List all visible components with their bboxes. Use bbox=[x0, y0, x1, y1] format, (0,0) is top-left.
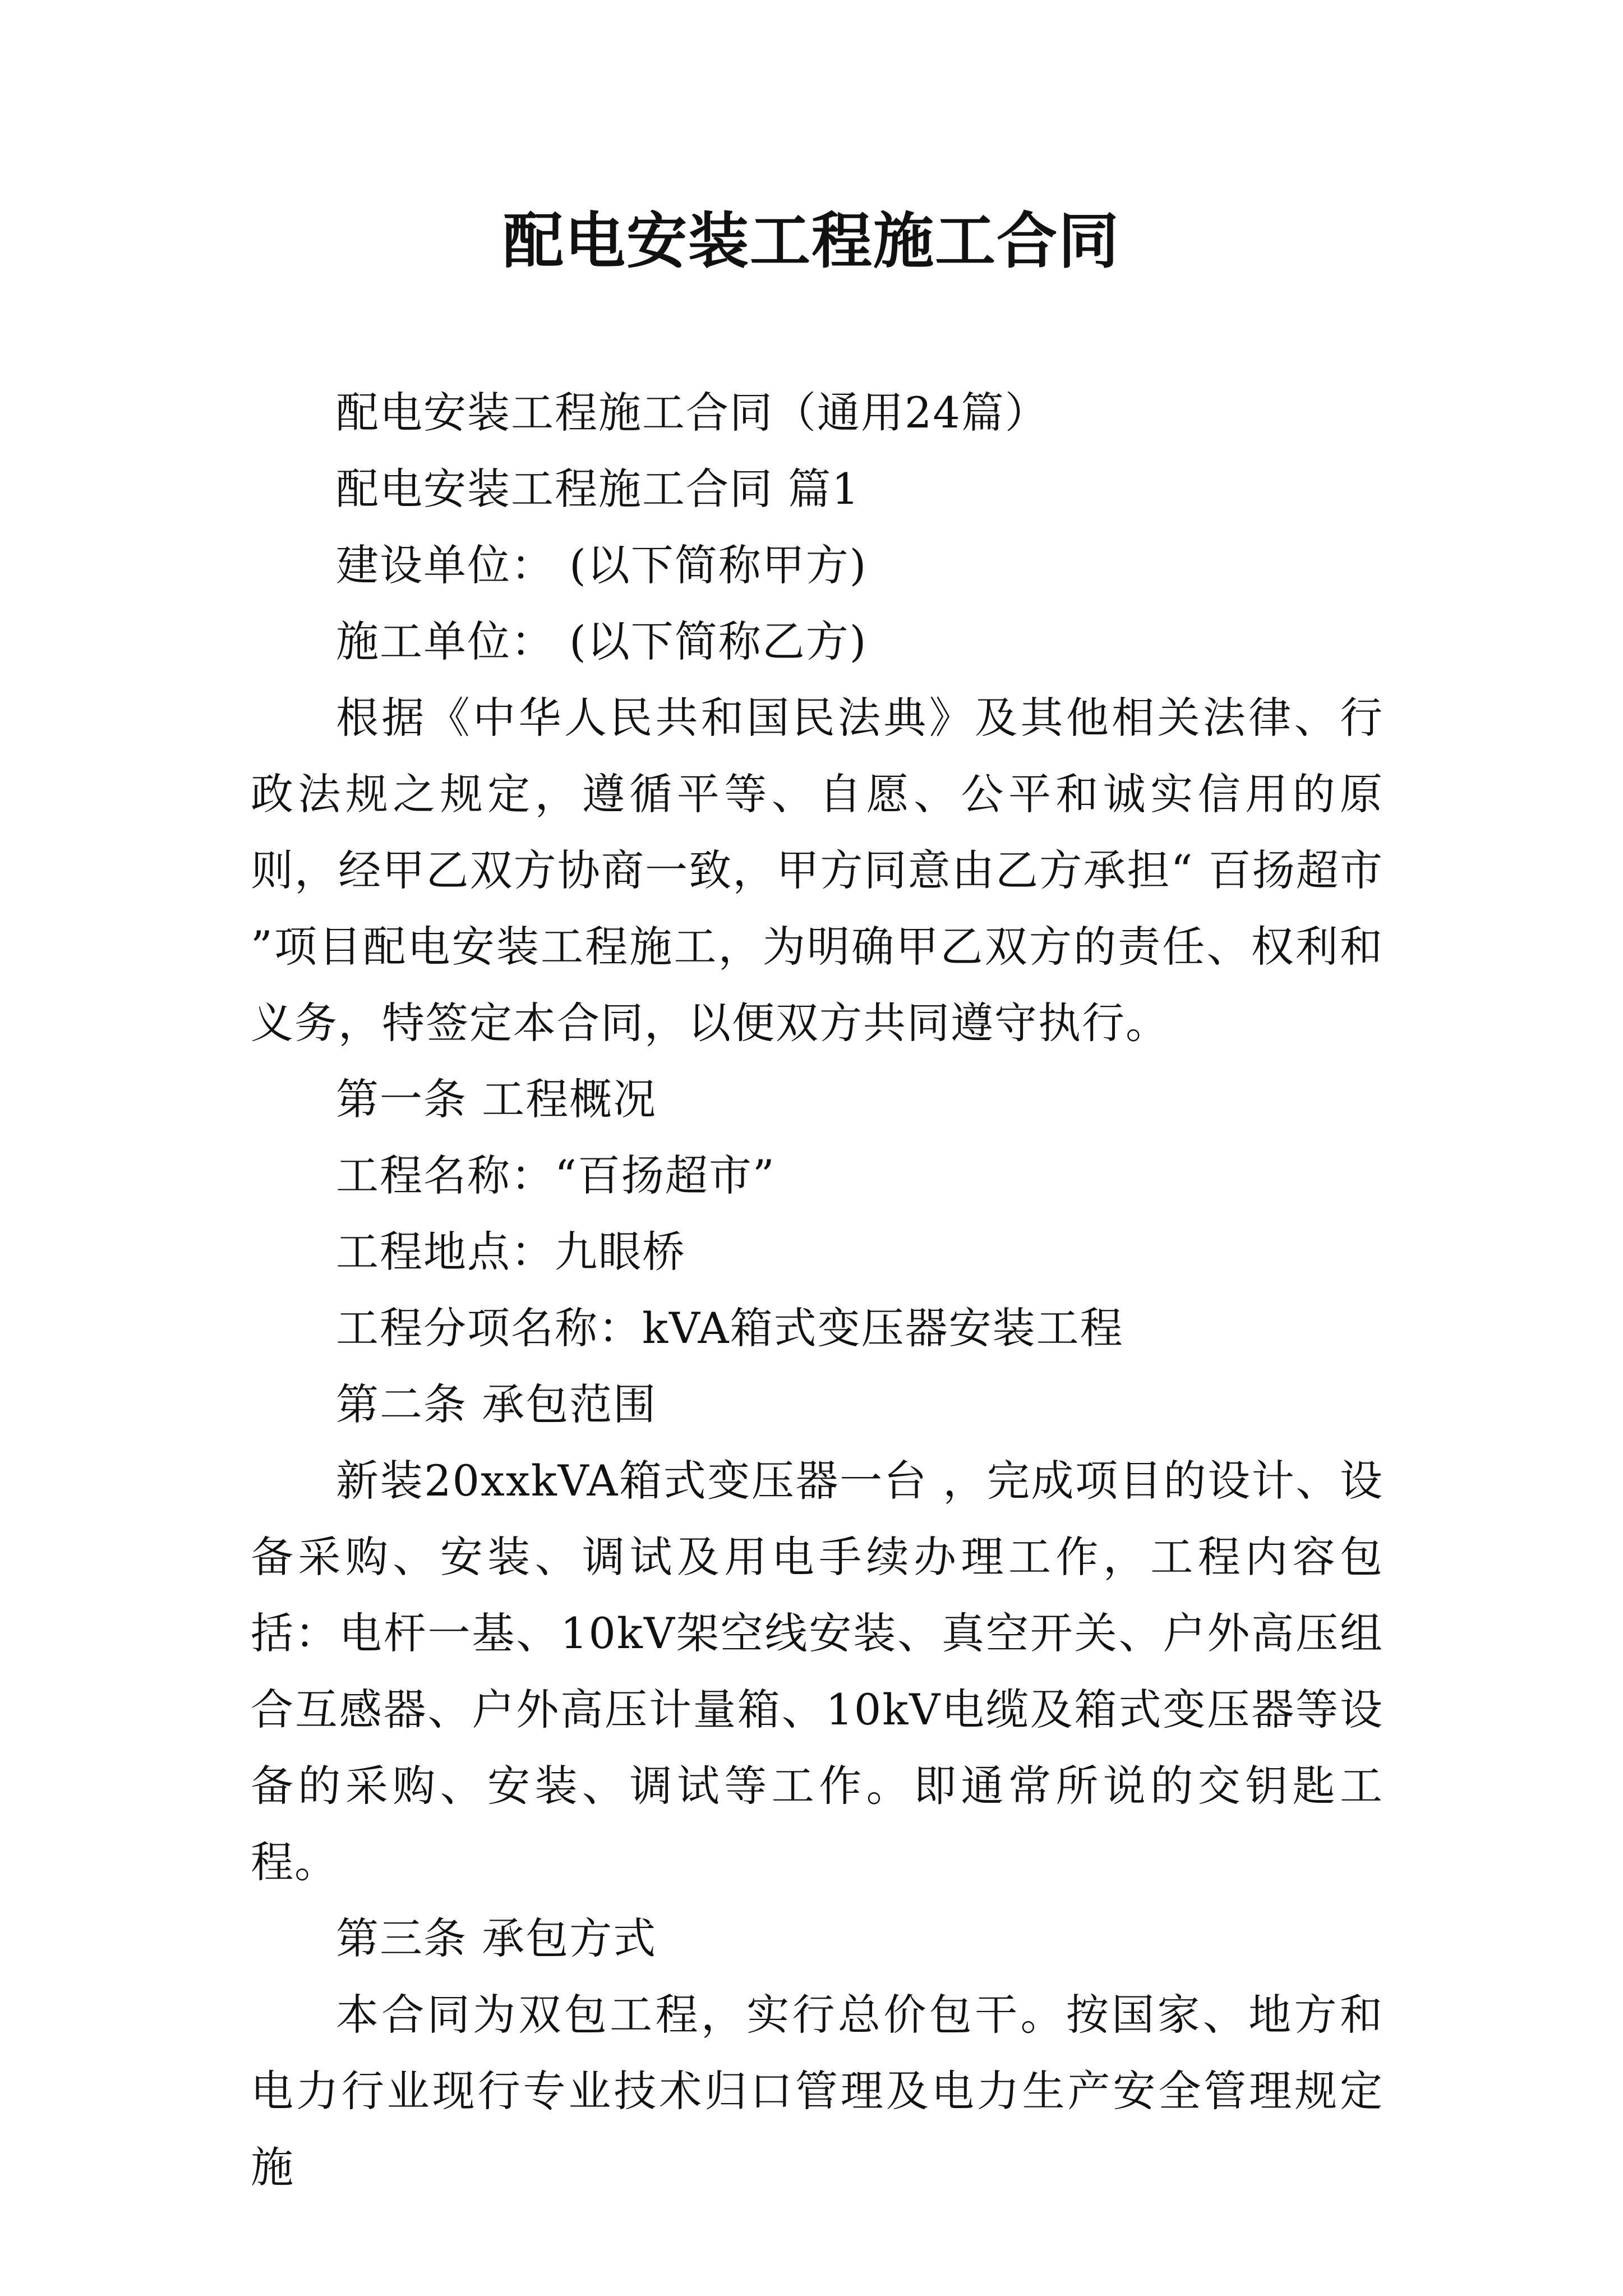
preamble-paragraph: 根据《中华人民共和国民法典》及其他相关法律、行政法规之规定，遵循平等、自愿、公平和诚实信用的原则，经甲乙双方协商一致，甲方同意由乙方承担“ 百扬超市 ”项目配电安装工程施工，为明确甲乙双方的责任、权利和义务，特签定本合同，以便双方共同遵守执行。 bbox=[251, 693, 1384, 1048]
document-body bbox=[251, 375, 1384, 2206]
section-heading: 配电安装工程施工合同 篇1 bbox=[336, 464, 860, 514]
document-title: 配电安装工程施工合同 bbox=[502, 206, 1120, 277]
article-heading: 第三条 承包方式 bbox=[336, 1913, 657, 1963]
party-b-line: 施工单位： (以下简称乙方) bbox=[336, 616, 868, 666]
party-a-line: 建设单位： (以下简称甲方) bbox=[336, 540, 868, 590]
subtitle-paragraph: 配电安装工程施工合同（通用24篇） bbox=[336, 388, 1049, 438]
project-location-line: 工程地点：九眼桥 bbox=[336, 1227, 686, 1277]
contract-method-paragraph: 本合同为双包工程，实行总价包干。按国家、地方和电力行业现行专业技术归口管理及电力生产安全管理规定施 bbox=[251, 1990, 1384, 2192]
project-item-line: 工程分项名称：kVA箱式变压器安装工程 bbox=[336, 1303, 1124, 1353]
article-heading: 第一条 工程概况 bbox=[336, 1074, 657, 1124]
article-heading: 第二条 承包范围 bbox=[336, 1379, 657, 1429]
project-name-line: 工程名称：“百扬超市” bbox=[336, 1151, 776, 1200]
scope-paragraph: 新装20xxkVA箱式变压器一台 ，完成项目的设计、设备采购、安装、调试及用电手续办理工作，工程内容包括：电杆一基、10kV架空线安装、真空开关、户外高压组合互感器、户外高压计量箱、10kV电缆及箱式变压器等设备的采购、安装、调试等工作。即通常所说的交钥匙工程。 bbox=[251, 1456, 1384, 1887]
